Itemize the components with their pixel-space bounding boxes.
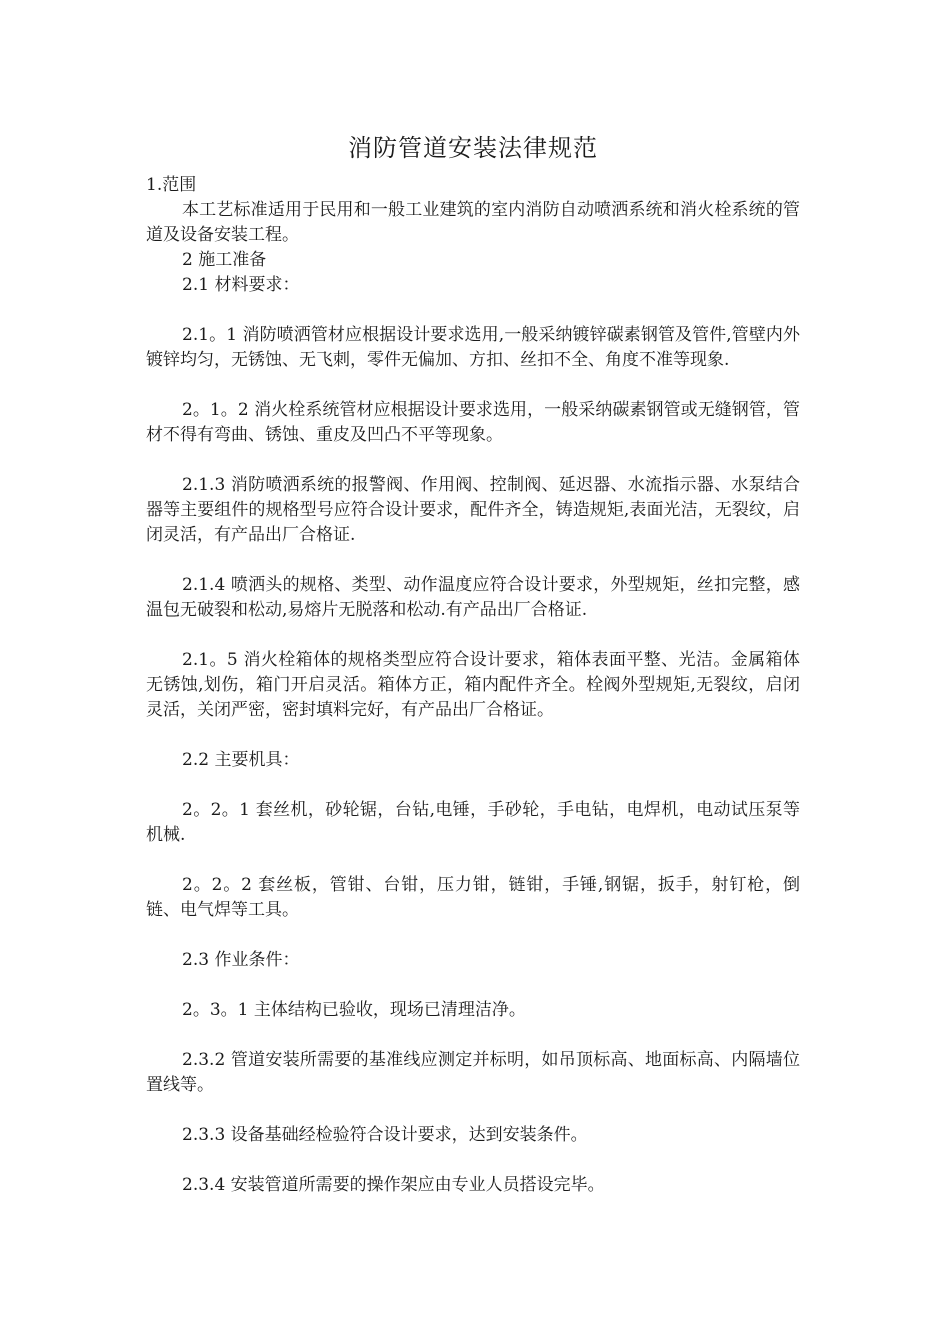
- clause-2-3-4: 2.3.4 安装管道所需要的操作架应由专业人员搭设完毕。: [182, 1175, 605, 1195]
- clause-2-1-3: 2.1.3 消防喷洒系统的报警阀、作用阀、控制阀、延迟器、水流指示器、水泵结合器等主要组件的规格型号应符合设计要求，配件齐全，铸造规矩,表面光洁，无裂纹，启闭灵活，有产品出厂合格证.: [146, 475, 800, 545]
- clause-2-1-5: 2.1。5 消火栓箱体的规格类型应符合设计要求，箱体表面平整、光洁。金属箱体无锈蚀,划伤，箱门开启灵活。箱体方正，箱内配件齐全。栓阀外型规矩,无裂纹，启闭灵活，关闭严密，密封填料完好，有产品出厂合格证。: [146, 650, 800, 720]
- section-2-3-heading: 2.3 作业条件：: [182, 950, 300, 970]
- section-1-body: 本工艺标准适用于民用和一般工业建筑的室内消防自动喷洒系统和消火栓系统的管道及设备安装工程。: [146, 200, 800, 245]
- section-2-2-heading: 2.2 主要机具：: [182, 750, 300, 770]
- clause-2-3-2: 2.3.2 管道安装所需要的基准线应测定并标明，如吊顶标高、地面标高、内隔墙位置线等。: [146, 1050, 800, 1095]
- clause-2-1-2: 2。1。2 消火栓系统管材应根据设计要求选用，一般采纳碳素钢管或无缝钢管，管材不得有弯曲、锈蚀、重皮及凹凸不平等现象。: [146, 400, 800, 445]
- document-title: 消防管道安装法律规范: [348, 134, 598, 162]
- clause-2-3-3: 2.3.3 设备基础经检验符合设计要求，达到安装条件。: [182, 1125, 588, 1145]
- clause-2-1-1: 2.1。1 消防喷洒管材应根据设计要求选用,一般采纳镀锌碳素钢管及管件,管壁内外镀锌均匀，无锈蚀、无飞刺，零件无偏加、方扣、丝扣不全、角度不准等现象.: [146, 325, 800, 370]
- clause-2-2-1: 2。2。1 套丝机，砂轮锯，台钻,电锤，手砂轮，手电钻，电焊机，电动试压泵等机械.: [146, 800, 800, 845]
- section-1-heading: 1.范围: [146, 175, 197, 195]
- section-2-1-heading: 2.1 材料要求：: [182, 275, 300, 295]
- section-2-heading: 2 施工准备: [182, 250, 267, 270]
- clause-2-1-4: 2.1.4 喷洒头的规格、类型、动作温度应符合设计要求，外型规矩，丝扣完整，感温包无破裂和松动,易熔片无脱落和松动.有产品出厂合格证.: [146, 575, 800, 620]
- clause-2-2-2: 2。2。2 套丝板，管钳、台钳，压力钳，链钳，手锤,钢锯，扳手，射钉枪，倒链、电气焊等工具。: [146, 875, 800, 920]
- clause-2-3-1: 2。3。1 主体结构已验收，现场已清理洁净。: [182, 1000, 526, 1020]
